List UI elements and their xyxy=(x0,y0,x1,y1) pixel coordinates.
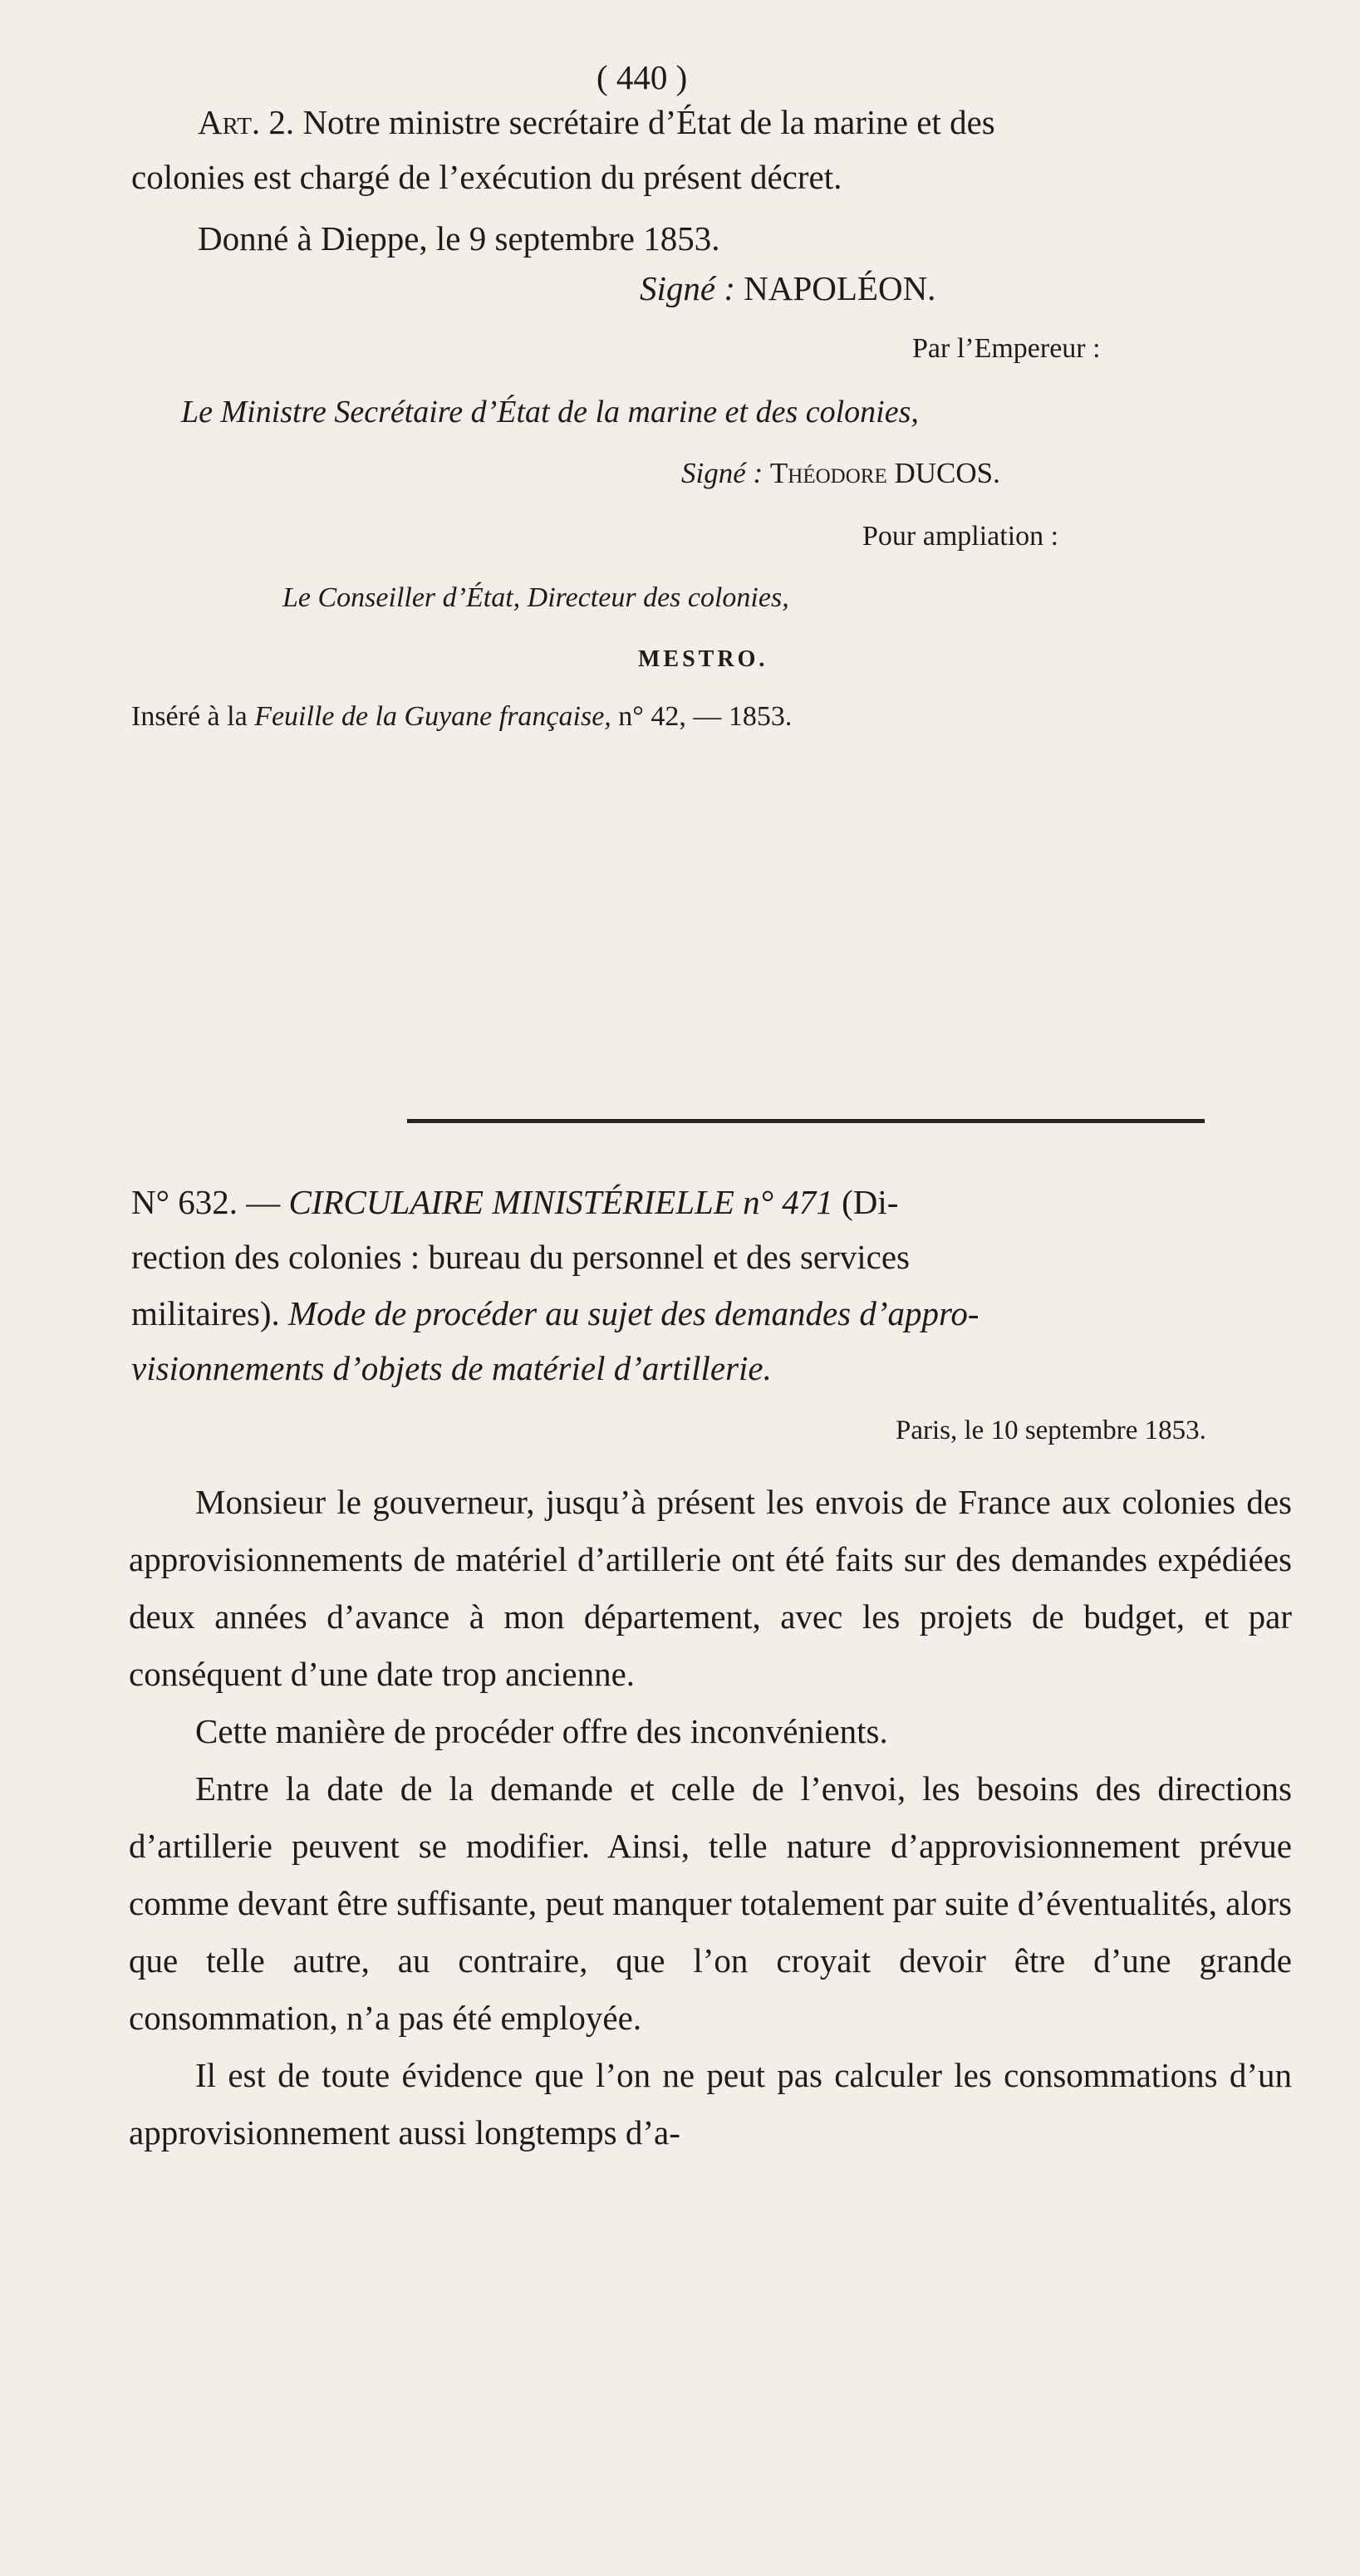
circular-subject-1: Mode de procéder au sujet des demandes d’appro- xyxy=(288,1294,979,1332)
par-empereur: Par l’Empereur : xyxy=(912,333,1101,364)
ampliation-label: Pour ampliation : xyxy=(862,521,1059,552)
circular-direction-start: (Di- xyxy=(842,1183,899,1221)
journal-name: Feuille de la Guyane française, xyxy=(254,701,611,732)
section-divider xyxy=(407,1119,1205,1123)
emperor-name: NAPOLÉON. xyxy=(744,269,936,307)
ampliation-name: MESTRO. xyxy=(638,646,768,672)
circular-subject-2: visionnements d’objets de matériel d’artillerie. xyxy=(131,1349,772,1387)
circular-number-label: n° 471 xyxy=(743,1183,833,1221)
ampliation-title: Le Conseiller d’État, Directeur des colonies, xyxy=(282,582,789,613)
article-label: Art. 2. xyxy=(198,103,295,141)
insertion-note xyxy=(131,692,792,742)
body-paragraph: Monsieur le gouverneur, jusqu’à présent les envois de France aux colonies des approvisionnements de matériel d’artillerie ont été faits sur des demandes expédiées deux années d’avance à mon département, avec les projets de budget, et par conséquent d’une date trop ancienne. xyxy=(129,1483,1292,1693)
minister-signature xyxy=(681,449,1000,498)
date-given: Donné à Dieppe, le 9 septembre 1853. xyxy=(198,219,720,258)
body-paragraph: Entre la date de la demande et celle de l’envoi, les besoins des directions d’artillerie peuvent se modifier. Ainsi, telle nature d’approvisionnement prévue comme devant être suffisante, peut manquer totalement par suite d’éventualités, alors que telle autre, au contraire, que l’on croyait devoir être d’une grande consommation, n’a pas été employée. xyxy=(129,1769,1292,2037)
circular-heading-line-2: rection des colonies : bureau du personnel et des services xyxy=(131,1238,910,1276)
insertion-prefix: Inséré à la xyxy=(131,701,248,732)
page-number: ( 440 ) xyxy=(597,58,688,96)
minister-title: Le Ministre Secrétaire d’État de la marine et des colonies, xyxy=(181,395,919,429)
place-date: Paris, le 10 septembre 1853. xyxy=(896,1416,1206,1445)
emperor-signature xyxy=(640,259,935,317)
circular-heading-line-1 xyxy=(131,1173,898,1231)
body-paragraph: Il est de toute évidence que l’on ne peut pas calculer les consommations d’un approvisionnement aussi longtemps d’a- xyxy=(129,2056,1292,2152)
minister-signed-label: Signé : xyxy=(681,457,763,489)
article-text-line-1: Notre ministre secrétaire d’État de la marine et des xyxy=(302,103,995,141)
article-2-line-1 xyxy=(198,93,995,151)
article-2-line-2: colonies est chargé de l’exécution du présent décret. xyxy=(131,158,842,196)
minister-first-name: Théodore xyxy=(769,457,887,489)
circular-title: CIRCULAIRE MINISTÉRIELLE xyxy=(288,1183,734,1221)
letter-body xyxy=(129,1474,1292,2161)
minister-last-name: DUCOS. xyxy=(894,457,1000,489)
circular-military: militaires). xyxy=(131,1294,280,1332)
signed-label: Signé : xyxy=(640,269,735,307)
body-paragraph: Cette manière de procéder offre des inconvénients. xyxy=(195,1712,888,1750)
circular-heading-line-3 xyxy=(131,1284,979,1342)
insertion-suffix: n° 42, — 1853. xyxy=(618,701,793,732)
circular-number: N° 632. — xyxy=(131,1183,281,1221)
